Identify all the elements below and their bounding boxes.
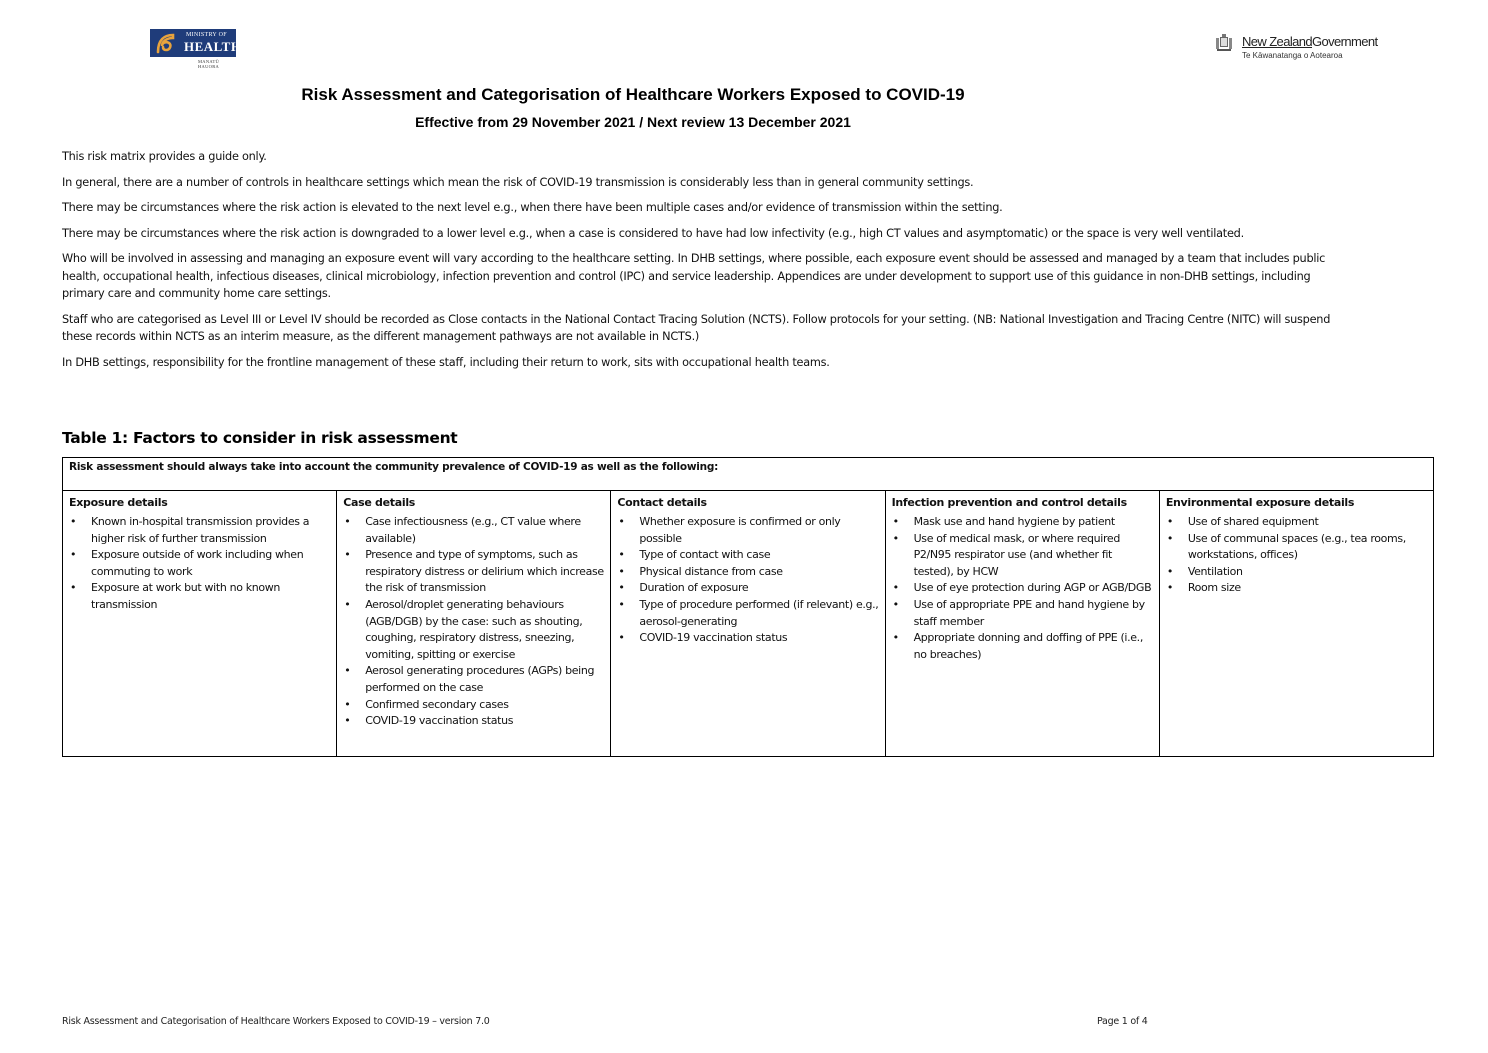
list-item: • Room size	[1166, 580, 1427, 597]
column-header: Exposure details	[69, 496, 168, 509]
list-item: • Appropriate donning and doffing of PPE (i.e., no breaches)	[892, 631, 1143, 661]
list-item: • Duration of exposure	[617, 580, 878, 597]
list-item: • Use of shared equipment	[1166, 514, 1427, 531]
list-item: • Presence and type of symptoms, such as respiratory distress or delirium which increase the risk of transmission	[344, 548, 604, 595]
column-environmental-details	[1160, 491, 1433, 756]
logo-line-1: MINISTRY OF	[186, 32, 227, 38]
bullet-icon: •	[1166, 581, 1173, 595]
bullet-icon: •	[618, 581, 625, 595]
bullet-icon: •	[344, 597, 351, 611]
list-item: • Type of procedure performed (if relevant) e.g., aerosol-generating	[618, 597, 879, 628]
intro-section	[62, 148, 1352, 379]
ministry-of-health-logo	[150, 29, 242, 69]
list-item: • Case infectiousness (e.g., CT value where available)	[344, 515, 581, 545]
list-item: • Whether exposure is confirmed or only possible	[618, 515, 841, 545]
table-columns	[63, 491, 1433, 756]
column-ipc-details	[886, 491, 1160, 756]
bullet-icon: •	[1166, 531, 1173, 545]
bullet-icon: •	[892, 581, 899, 595]
bullet-icon: •	[892, 631, 899, 645]
bullet-icon: •	[892, 531, 899, 545]
intro-paragraph: In DHB settings, responsibility for the frontline management of these staff, including their return to work, sits with occupational health teams.	[62, 355, 830, 369]
bullet-icon: •	[892, 515, 899, 528]
bullet-icon: •	[70, 548, 77, 562]
footer-document-version: Risk Assessment and Categorisation of Healthcare Workers Exposed to COVID-19 – version 7.0	[62, 1016, 490, 1027]
coat-of-arms-icon	[1214, 33, 1234, 53]
intro-paragraph: There may be circumstances where the risk action is elevated to the next level e.g., when there have been multiple cases and/or evidence of transmission within the setting.	[62, 201, 1003, 214]
list-item: • Physical distance from case	[617, 564, 878, 581]
bullet-list	[1166, 514, 1427, 597]
list-item: • COVID-19 vaccination status	[343, 713, 604, 730]
column-contact-details	[611, 491, 885, 756]
bullet-icon: •	[618, 564, 625, 578]
list-item: • Known in-hospital transmission provides a higher risk of further transmission	[70, 515, 310, 545]
column-header: Environmental exposure details	[1165, 496, 1355, 509]
intro-paragraph: Staff who are categorised as Level III or Level IV should be recorded as Close contacts in the National Contact Tracing Solution (NCTS). Follow protocols for your setting. (NB: National Investigation and Tracing Centre (NITC) will suspend these records within NCTS as an interim measure, as the different management pathways are not available in NCTS.)	[62, 312, 1331, 343]
intro-paragraph: Who will be involved in assessing and managing an exposure event will vary according to the healthcare setting. In DHB settings, where possible, each exposure event should be assessed and managed by a team that includes public health, occupational health, infectious diseases, clinical microbiology, infection prevention and control (IPC) and service leadership. Appendices are under development to support use of this guidance in non-DHB settings, including primary care and community home care settings.	[62, 252, 1326, 300]
table-banner: Risk assessment should always take into account the community prevalence of COVID-19 as well as the following:	[63, 458, 1433, 491]
column-header: Infection prevention and control details	[891, 496, 1127, 509]
logo-line-2: HEALTH	[184, 39, 242, 54]
bullet-icon: •	[1166, 564, 1173, 578]
footer-page-number: Page 1 of 4	[1097, 1016, 1148, 1027]
bullet-icon: •	[892, 597, 899, 611]
bullet-icon: •	[344, 664, 351, 678]
column-header: Contact details	[617, 496, 707, 509]
list-item: • Exposure outside of work including when commuting to work	[70, 548, 304, 578]
list-item: • Confirmed secondary cases	[343, 697, 604, 714]
list-item: • Ventilation	[1166, 564, 1427, 581]
logo-line-3: MANATŪ HAUORA	[198, 59, 220, 69]
nz-government-title: New ZealandGovernment	[1242, 34, 1378, 49]
list-item: • Type of contact with case	[617, 547, 878, 564]
list-item: • Use of appropriate PPE and hand hygiene by staff member	[892, 597, 1145, 628]
bullet-icon: •	[618, 631, 625, 645]
bullet-icon: •	[344, 515, 351, 528]
list-item: • Mask use and hand hygiene by patient	[892, 514, 1153, 531]
column-case-details	[337, 491, 611, 756]
document-title: Risk Assessment and Categorisation of Healthcare Workers Exposed to COVID-19	[301, 85, 965, 104]
list-item: • Aerosol/droplet generating behaviours (AGB/DGB) by the case: such as shouting, coughing, respiratory distress, sneezing, vomiting, spitting or exercise	[344, 597, 583, 661]
bullet-list	[343, 514, 604, 730]
list-item: • Use of medical mask, or where required P2/N95 respirator use (and whether fit tested), by HCW	[892, 531, 1120, 578]
list-item: • Aerosol generating procedures (AGPs) being performed on the case	[344, 664, 595, 694]
bullet-list	[892, 514, 1153, 663]
intro-paragraph: This risk matrix provides a guide only.	[62, 150, 267, 163]
bullet-icon: •	[70, 515, 77, 528]
column-header: Case details	[343, 496, 416, 509]
bullet-icon: •	[344, 714, 351, 728]
bullet-icon: •	[618, 548, 625, 562]
factors-table	[62, 457, 1434, 757]
document-subtitle: Effective from 29 November 2021 / Next review 13 December 2021	[415, 114, 851, 130]
intro-paragraph: In general, there are a number of controls in healthcare settings which mean the risk of COVID-19 transmission is considerably less than in general community settings.	[62, 175, 974, 189]
list-item: • Use of communal spaces (e.g., tea rooms, workstations, offices)	[1166, 531, 1406, 562]
koru-icon	[154, 32, 176, 54]
nz-government-logo	[1214, 31, 1384, 63]
list-item: • Use of eye protection during AGP or AGB/DGB	[892, 580, 1153, 597]
table-heading: Table 1: Factors to consider in risk assessment	[62, 429, 458, 447]
bullet-icon: •	[618, 515, 625, 528]
column-exposure-details	[63, 491, 337, 756]
bullet-icon: •	[344, 548, 351, 562]
list-item: • Exposure at work but with no known transmission	[70, 581, 281, 611]
nz-government-subtitle: Te Kāwanatanga o Aotearoa	[1242, 51, 1343, 60]
bullet-icon: •	[1166, 515, 1173, 528]
bullet-icon: •	[344, 697, 351, 711]
bullet-icon: •	[70, 581, 77, 595]
list-item: • COVID-19 vaccination status	[617, 630, 878, 647]
bullet-list	[69, 514, 330, 614]
bullet-icon: •	[618, 597, 625, 611]
intro-paragraph: There may be circumstances where the risk action is downgraded to a lower level e.g., when a case is considered to have had low infectivity (e.g., high CT values and asymptomatic) or the space is very well ventilated.	[62, 226, 1244, 240]
bullet-list	[617, 514, 878, 647]
